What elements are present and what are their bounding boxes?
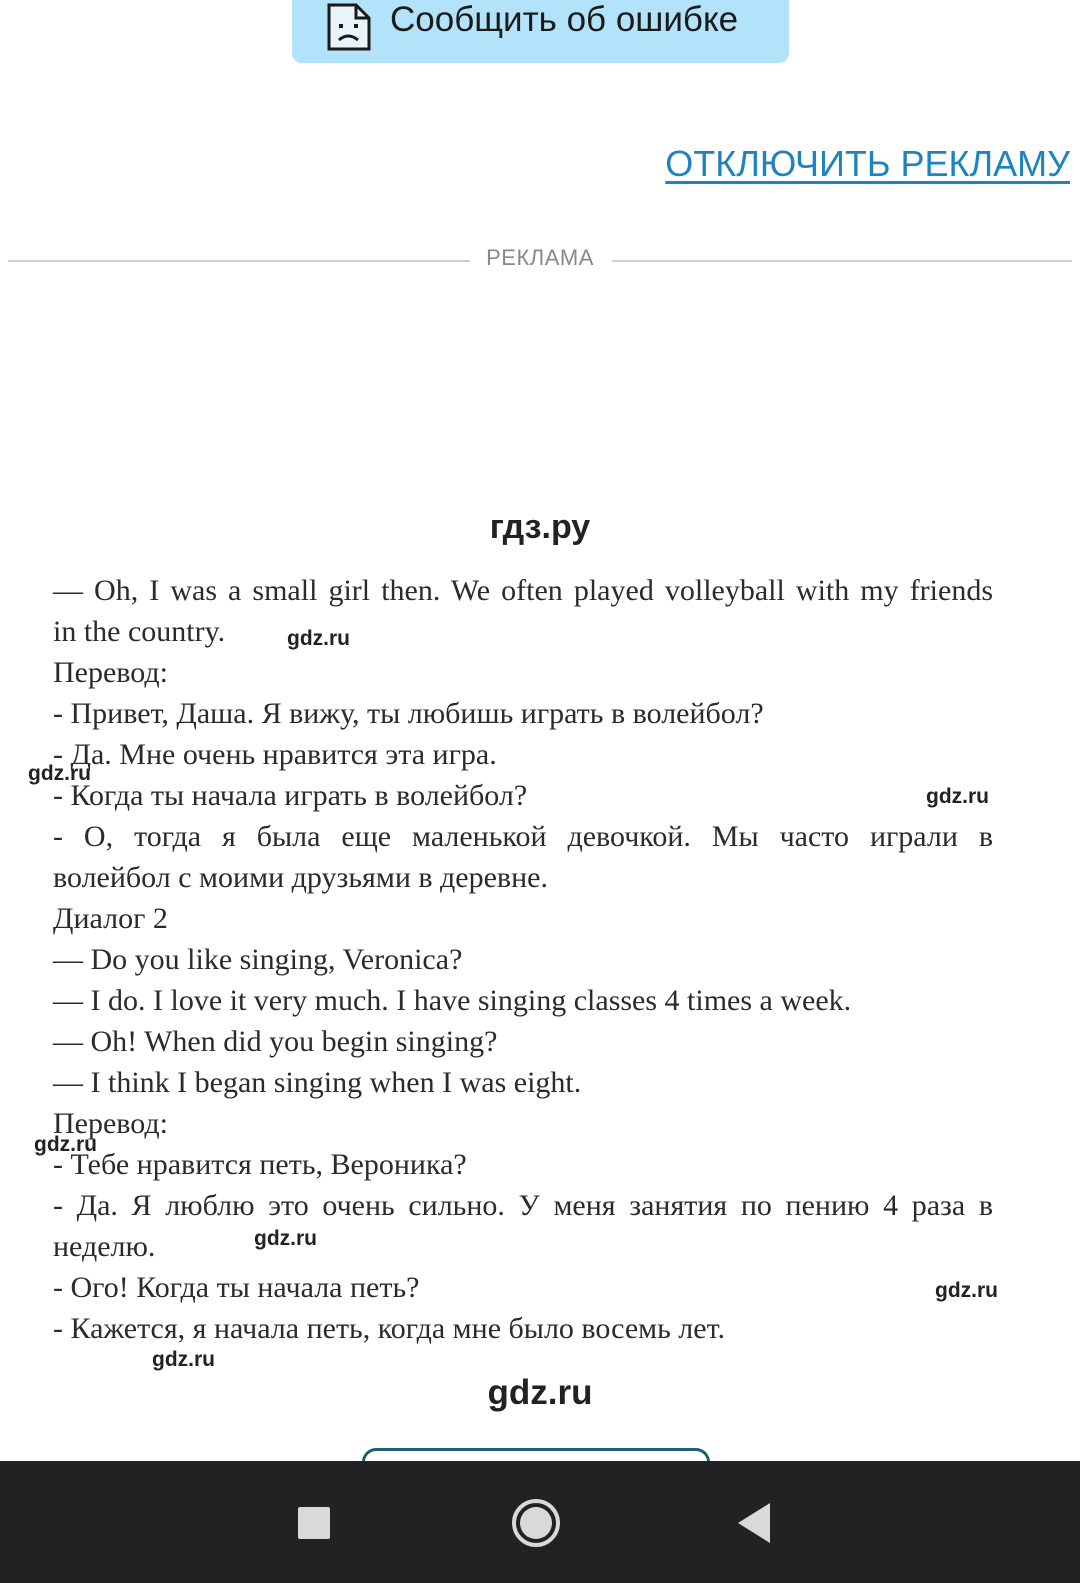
watermark: gdz.ru (34, 1133, 97, 1156)
doc-line: - Ого! Когда ты начала петь? (53, 1271, 420, 1304)
doc-line: — I do. I love it very much. I have singing classes 4 times a week. (53, 984, 852, 1017)
doc-line: - Да. Мне очень нравится эта игра. (53, 738, 497, 771)
watermark: gdz.ru (926, 785, 989, 808)
watermark: gdz.ru (28, 762, 91, 785)
ad-label: РЕКЛАМА (486, 245, 594, 270)
back-button[interactable] (700, 1461, 820, 1583)
watermark: gdz.ru (254, 1227, 317, 1250)
doc-title: гдз.ру (489, 508, 591, 546)
recents-button[interactable] (255, 1461, 375, 1583)
doc-line: Перевод: (53, 1107, 168, 1140)
circle-icon (480, 1461, 600, 1583)
doc-line: - Привет, Даша. Я вижу, ты любишь играть в волейбол? (53, 697, 764, 730)
doc-line: волейбол с моими друзьями в деревне. (53, 861, 548, 894)
doc-line: Диалог 2 (53, 902, 168, 935)
home-button[interactable] (480, 1461, 600, 1583)
doc-line: — Do you like singing, Veronica? (53, 943, 463, 976)
doc-line: — Oh, I was a small girl then. We often played volleyball with my friends (53, 574, 993, 607)
watermark: gdz.ru (935, 1279, 998, 1302)
watermark: gdz.ru (287, 627, 350, 650)
square-icon (255, 1461, 375, 1583)
sad-document-icon (326, 2, 372, 52)
watermark: gdz.ru (152, 1348, 215, 1371)
doc-line: - Кажется, я начала петь, когда мне было восемь лет. (53, 1312, 725, 1345)
doc-line: — Oh! When did you begin singing? (53, 1025, 498, 1058)
report-error-button[interactable] (292, 0, 789, 63)
doc-line: - О, тогда я была еще маленькой девочкой. Мы часто играли в (53, 820, 993, 853)
doc-line: in the country. (53, 615, 226, 648)
system-nav-bar (0, 1461, 1080, 1583)
doc-line: - Да. Я люблю это очень сильно. У меня занятия по пению 4 раза в (53, 1189, 993, 1222)
doc-line: неделю. (53, 1230, 156, 1263)
doc-footer: gdz.ru (487, 1373, 593, 1412)
doc-line: - Когда ты начала играть в волейбол? (53, 779, 528, 812)
homework-image (0, 500, 1080, 1450)
doc-line: — I think I began singing when I was eight. (53, 1066, 582, 1099)
triangle-back-icon (700, 1461, 820, 1583)
ad-separator (8, 245, 1072, 275)
doc-line: Перевод: (53, 656, 168, 689)
ad-divider-right (612, 260, 1072, 262)
doc-line: - Тебе нравится петь, Вероника? (53, 1148, 467, 1181)
disable-ads-link[interactable]: ОТКЛЮЧИТЬ РЕКЛАМУ (665, 143, 1070, 184)
report-error-label: Сообщить об ошибке (390, 0, 739, 39)
